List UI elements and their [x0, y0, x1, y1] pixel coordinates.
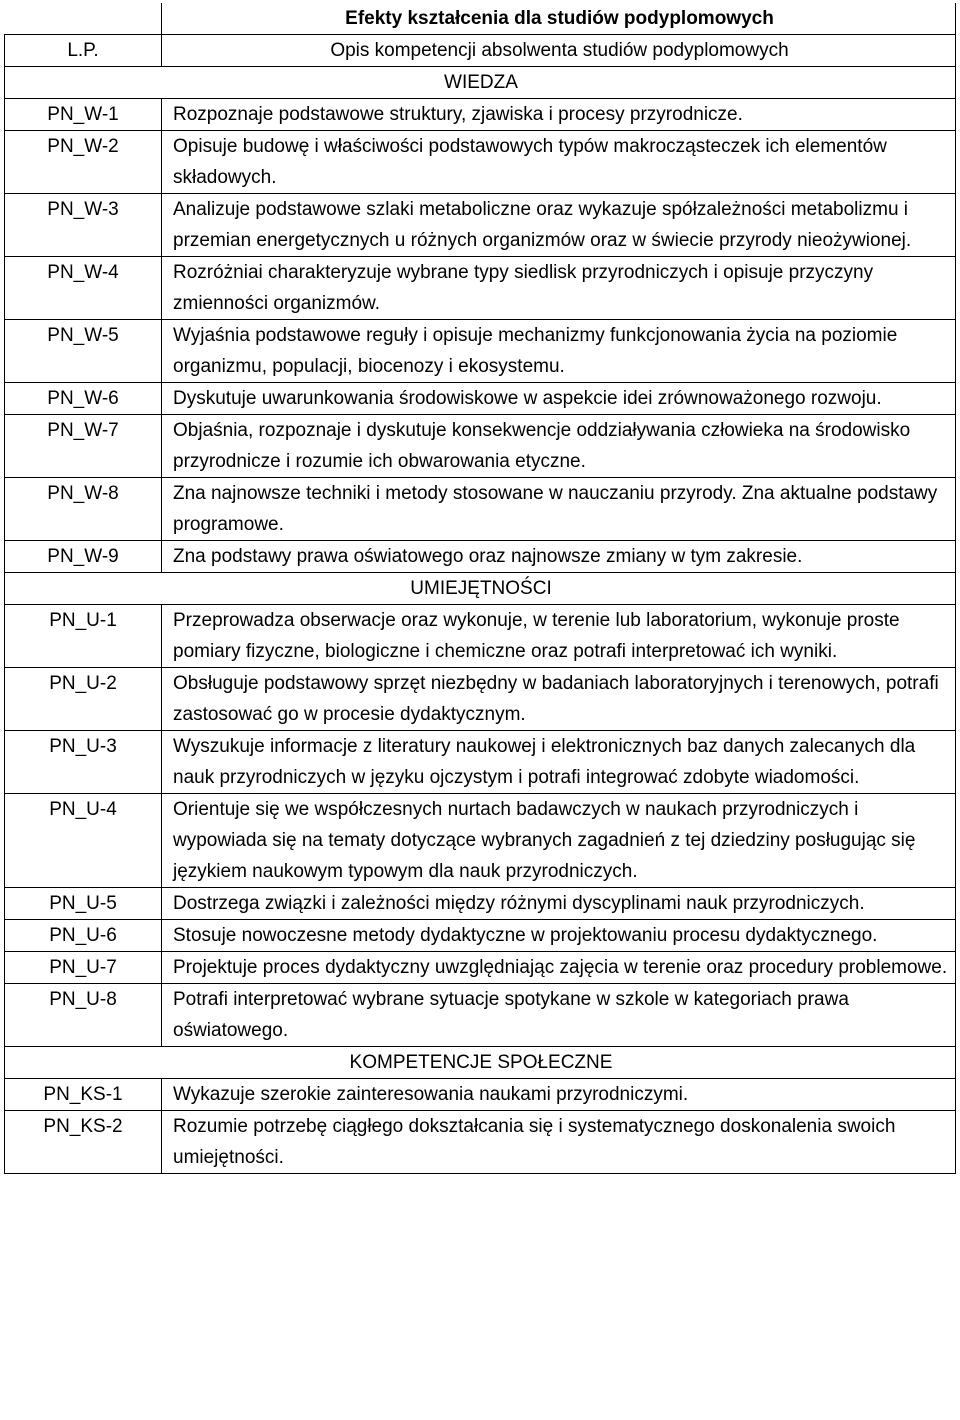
outcome-row	[5, 731, 956, 794]
outcome-code: PN_KS-2	[5, 1111, 162, 1174]
outcome-row	[5, 257, 956, 320]
outcome-row	[5, 888, 956, 920]
outcome-code: PN_KS-1	[5, 1079, 162, 1111]
outcome-code: PN_W-7	[5, 415, 162, 478]
outcome-description: Potrafi interpretować wybrane sytuacje spotykane w szkole w kategoriach prawa oświatowego.	[162, 984, 956, 1047]
outcome-description: Przeprowadza obserwacje oraz wykonuje, w terenie lub laboratorium, wykonuje proste pomiary fizyczne, biologiczne i chemiczne oraz potrafi interpretować ich wyniki.	[162, 605, 956, 668]
outcome-row	[5, 99, 956, 131]
outcome-code: PN_U-1	[5, 605, 162, 668]
outcome-description: Stosuje nowoczesne metody dydaktyczne w projektowaniu procesu dydaktycznego.	[162, 920, 956, 952]
outcome-code: PN_W-6	[5, 383, 162, 415]
outcome-code: PN_W-5	[5, 320, 162, 383]
outcome-code: PN_W-3	[5, 194, 162, 257]
outcome-code: PN_W-9	[5, 541, 162, 573]
outcome-description: Analizuje podstawowe szlaki metaboliczne oraz wykazuje spółzależności metabolizmu i przemian energetycznych u różnych organizmów oraz w świecie przyrody nieożywionej.	[162, 194, 956, 257]
outcome-code: PN_W-1	[5, 99, 162, 131]
section-header-row	[5, 1047, 956, 1079]
outcome-row	[5, 605, 956, 668]
header-lp: L.P.	[5, 35, 162, 67]
section-heading: UMIEJĘTNOŚCI	[5, 573, 956, 605]
outcome-row	[5, 478, 956, 541]
outcome-code: PN_U-4	[5, 794, 162, 888]
outcome-row	[5, 984, 956, 1047]
outcome-code: PN_U-5	[5, 888, 162, 920]
outcome-row	[5, 320, 956, 383]
title-spacer	[5, 3, 162, 35]
section-heading: KOMPETENCJE SPOŁECZNE	[5, 1047, 956, 1079]
outcome-description: Orientuje się we współczesnych nurtach badawczych w naukach przyrodniczych i wypowiada się na tematy dotyczące wybranych zagadnień z tej dziedziny posługując się językiem naukowym typowym dla nauk przyrodniczych.	[162, 794, 956, 888]
outcome-description: Dyskutuje uwarunkowania środowiskowe w aspekcie idei zrównoważonego rozwoju.	[162, 383, 956, 415]
outcome-code: PN_W-8	[5, 478, 162, 541]
outcome-description: Zna najnowsze techniki i metody stosowane w nauczaniu przyrody. Zna aktualne podstawy programowe.	[162, 478, 956, 541]
section-header-row	[5, 573, 956, 605]
outcome-code: PN_U-8	[5, 984, 162, 1047]
outcome-code: PN_U-2	[5, 668, 162, 731]
outcome-row	[5, 1079, 956, 1111]
outcome-description: Objaśnia, rozpoznaje i dyskutuje konsekwencje oddziaływania człowieka na środowisko przyrodnicze i rozumie ich obwarowania etyczne.	[162, 415, 956, 478]
learning-outcomes-table	[4, 3, 956, 1174]
outcome-description: Rozumie potrzebę ciągłego dokształcania się i systematycznego doskonalenia swoich umiejętności.	[162, 1111, 956, 1174]
title-row	[5, 3, 956, 35]
outcome-description: Obsługuje podstawowy sprzęt niezbędny w badaniach laboratoryjnych i terenowych, potrafi zastosować go w procesie dydaktycznym.	[162, 668, 956, 731]
outcome-row	[5, 794, 956, 888]
outcome-description: Dostrzega związki i zależności między różnymi dyscyplinami nauk przyrodniczych.	[162, 888, 956, 920]
outcome-description: Rozróżniai charakteryzuje wybrane typy siedlisk przyrodniczych i opisuje przyczyny zmienności organizmów.	[162, 257, 956, 320]
document-title: Efekty kształcenia dla studiów podyplomowych	[162, 3, 956, 35]
outcome-row	[5, 952, 956, 984]
header-description: Opis kompetencji absolwenta studiów podyplomowych	[162, 35, 956, 67]
outcome-code: PN_U-3	[5, 731, 162, 794]
outcome-row	[5, 541, 956, 573]
outcome-description: Rozpoznaje podstawowe struktury, zjawiska i procesy przyrodnicze.	[162, 99, 956, 131]
header-row	[5, 35, 956, 67]
outcome-code: PN_W-4	[5, 257, 162, 320]
outcome-row	[5, 131, 956, 194]
outcome-row	[5, 920, 956, 952]
outcome-row	[5, 1111, 956, 1174]
outcome-description: Wyjaśnia podstawowe reguły i opisuje mechanizmy funkcjonowania życia na poziomie organizmu, populacji, biocenozy i ekosystemu.	[162, 320, 956, 383]
outcome-code: PN_U-6	[5, 920, 162, 952]
outcome-row	[5, 668, 956, 731]
outcome-description: Wyszukuje informacje z literatury naukowej i elektronicznych baz danych zalecanych dla nauk przyrodniczych w języku ojczystym i potrafi integrować zdobyte wiadomości.	[162, 731, 956, 794]
section-header-row	[5, 67, 956, 99]
outcome-row	[5, 194, 956, 257]
outcome-description: Projektuje proces dydaktyczny uwzględniając zajęcia w terenie oraz procedury problemowe.	[162, 952, 956, 984]
outcome-row	[5, 383, 956, 415]
outcome-code: PN_W-2	[5, 131, 162, 194]
section-heading: WIEDZA	[5, 67, 956, 99]
outcome-description: Wykazuje szerokie zainteresowania naukami przyrodniczymi.	[162, 1079, 956, 1111]
outcome-description: Zna podstawy prawa oświatowego oraz najnowsze zmiany w tym zakresie.	[162, 541, 956, 573]
outcome-row	[5, 415, 956, 478]
outcome-code: PN_U-7	[5, 952, 162, 984]
outcome-description: Opisuje budowę i właściwości podstawowych typów makrocząsteczek ich elementów składowych.	[162, 131, 956, 194]
